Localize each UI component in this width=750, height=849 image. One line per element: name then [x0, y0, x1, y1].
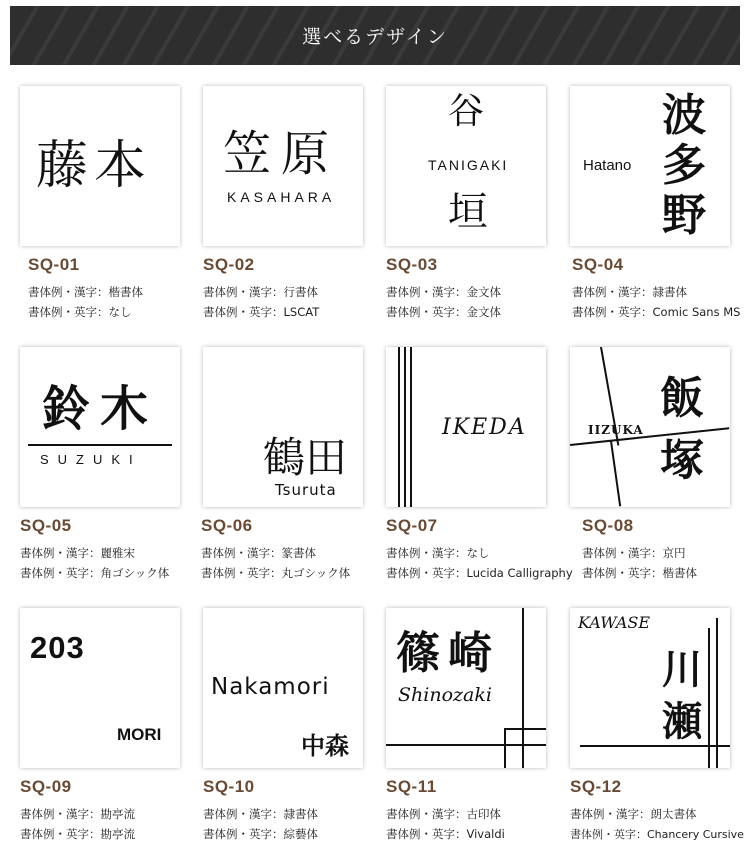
english-font-spec: 書体例・英字：楷書体	[582, 566, 697, 580]
kanji-font-spec: 書体例・漢字：麗雅宋	[20, 546, 135, 560]
sample-kanji-1: 川	[662, 646, 702, 693]
kanji-font-spec: 書体例・漢字：京円	[582, 546, 686, 560]
design-code: SQ-07	[386, 516, 438, 535]
sample-roman: SUZUKI	[40, 452, 142, 467]
frame-rule	[716, 618, 718, 768]
design-sample-sq-05[interactable]	[20, 347, 180, 507]
design-sample-sq-02[interactable]	[203, 86, 363, 246]
sample-kanji-1: 波	[662, 90, 706, 141]
design-code: SQ-03	[386, 255, 438, 274]
sample-roman: TANIGAKI	[428, 157, 509, 173]
design-sample-sq-04[interactable]	[570, 86, 730, 246]
sample-roman: Hatano	[583, 157, 632, 174]
section-title: 選べるデザイン	[302, 26, 448, 48]
design-sample-sq-09[interactable]	[20, 608, 180, 768]
sample-roman: IKEDA	[442, 415, 527, 440]
design-sample-sq-11[interactable]	[386, 608, 546, 768]
kanji-font-spec: 書体例・漢字：金文体	[386, 285, 501, 299]
design-code: SQ-04	[572, 255, 624, 274]
sample-kanji: 篠崎	[396, 628, 500, 679]
design-sample-sq-10[interactable]	[203, 608, 363, 768]
frame-rule	[504, 728, 506, 768]
sample-kanji: 藤本	[36, 136, 153, 196]
sample-kanji: 中森	[301, 732, 349, 760]
vertical-rule	[398, 347, 400, 507]
sample-kanji-2: 多	[662, 140, 706, 191]
design-sample-sq-08[interactable]	[570, 347, 730, 507]
design-code: SQ-09	[20, 777, 72, 796]
english-font-spec: 書体例・英字：なし	[28, 305, 132, 319]
kanji-font-spec: 書体例・漢字：隷書体	[203, 807, 318, 821]
kanji-font-spec: 書体例・漢字：隷書体	[572, 285, 687, 299]
kanji-font-spec: 書体例・漢字：篆書体	[201, 546, 316, 560]
english-font-spec: 書体例・英字：勘亭流	[20, 827, 135, 841]
english-font-spec: 書体例・英字：丸ゴシック体	[201, 566, 351, 580]
sample-kanji: 鶴田	[263, 433, 348, 482]
english-font-spec: 書体例・英字：角ゴシック体	[20, 566, 170, 580]
sample-roman: Shinozaki	[398, 684, 492, 706]
sample-kanji: 鈴木	[42, 381, 159, 437]
sample-kanji-2: 瀬	[662, 698, 702, 745]
design-code: SQ-12	[570, 777, 622, 796]
sample-roman: IIZUKA	[588, 423, 644, 437]
sample-kanji-top: 谷	[448, 91, 485, 132]
english-font-spec: 書体例・英字：Chancery Cursive	[570, 828, 744, 841]
design-code: SQ-11	[386, 777, 437, 796]
design-sample-sq-12[interactable]	[570, 608, 730, 768]
design-sample-sq-07[interactable]	[386, 347, 546, 507]
english-font-spec: 書体例・英字：Vivaldi	[386, 827, 505, 841]
diagonal-rule	[610, 441, 621, 507]
english-font-spec: 書体例・英字：綜藝体	[203, 827, 318, 841]
design-code: SQ-08	[582, 516, 634, 535]
sample-roman: Nakamori	[211, 674, 330, 700]
design-code: SQ-06	[201, 516, 253, 535]
sample-number: 203	[30, 630, 85, 665]
kanji-font-spec: 書体例・漢字：勘亭流	[20, 807, 135, 821]
sample-roman: KASAHARA	[227, 189, 336, 205]
vertical-rule	[410, 347, 412, 507]
sample-roman: KAWASE	[578, 613, 651, 632]
section-header	[10, 6, 740, 65]
kanji-font-spec: 書体例・漢字：朗太書体	[570, 807, 697, 821]
frame-rule	[708, 628, 710, 768]
divider-line	[28, 444, 172, 446]
sample-kanji-bottom: 垣	[448, 189, 488, 235]
design-code: SQ-05	[20, 516, 72, 535]
kanji-font-spec: 書体例・漢字：行書体	[203, 285, 318, 299]
sample-kanji-3: 野	[662, 190, 706, 241]
design-code: SQ-02	[203, 255, 255, 274]
kanji-font-spec: 書体例・漢字：なし	[386, 546, 490, 560]
design-code: SQ-01	[28, 255, 80, 274]
english-font-spec: 書体例・英字：Comic Sans MS	[572, 305, 741, 319]
vertical-rule	[404, 347, 406, 507]
sample-roman: MORI	[117, 725, 162, 744]
kanji-font-spec: 書体例・漢字：楷書体	[28, 285, 143, 299]
sample-kanji-1: 飯	[660, 373, 704, 424]
sample-roman: Tsuruta	[275, 481, 337, 499]
sample-kanji-2: 塚	[660, 435, 704, 486]
kanji-font-spec: 書体例・漢字：古印体	[386, 807, 501, 821]
english-font-spec: 書体例・英字：Lucida Calligraphy	[386, 566, 573, 580]
english-font-spec: 書体例・英字：LSCAT	[203, 305, 320, 319]
design-code: SQ-10	[203, 777, 255, 796]
sample-kanji: 笠原	[223, 126, 340, 182]
frame-rule	[522, 608, 524, 768]
design-sample-sq-01[interactable]	[20, 86, 180, 246]
english-font-spec: 書体例・英字：金文体	[386, 305, 501, 319]
frame-rule	[504, 728, 546, 730]
design-sample-sq-06[interactable]	[203, 347, 363, 507]
design-sample-sq-03[interactable]	[386, 86, 546, 246]
